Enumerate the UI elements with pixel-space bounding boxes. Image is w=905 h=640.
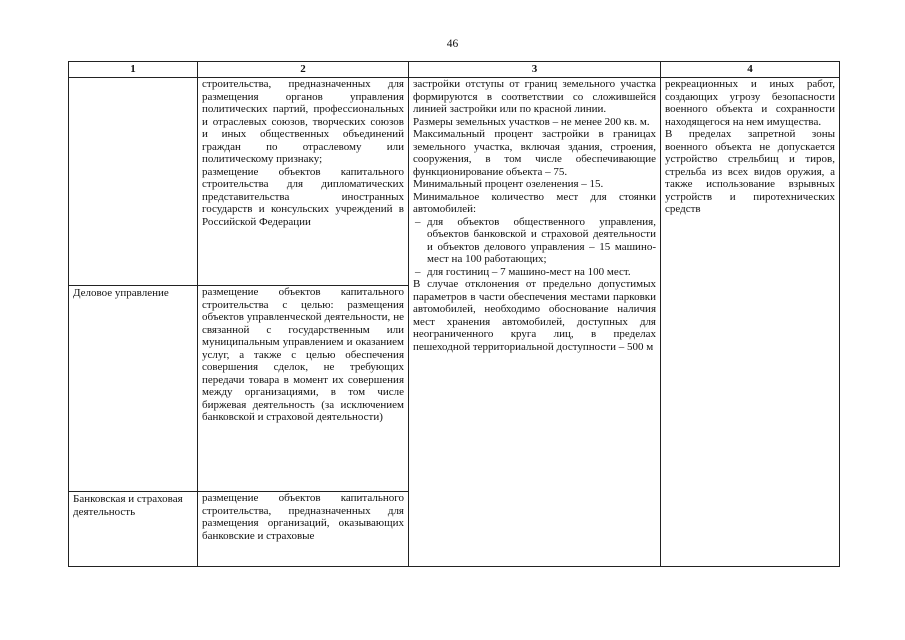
restrictions-cell <box>661 78 840 567</box>
column-header-4: 4 <box>661 62 840 78</box>
column-header-3: 3 <box>409 62 661 78</box>
parameters-text: Минимальное количество мест для стоянки автомобилей: <box>413 190 656 215</box>
description-cell <box>198 286 409 492</box>
column-header-1: 1 <box>69 62 198 78</box>
parameters-text: Максимальный процент застройки в границах земельного участка, включая здания, строения, сооружения, в том числе обеспечивающие функционирование объекта – 75. <box>413 128 656 178</box>
description-text: размещение объектов капитального строительства, предназначенных для размещения организаций, оказывающих банковские и страховые <box>202 492 404 542</box>
restrictions-text: В пределах запретной зоны военного объекта не допускается устройство стрельбищ и тиров, стрельба из всех видов оружия, а также использование взрывных устройств и пиротехнических средств <box>665 128 835 215</box>
table-row <box>69 78 840 286</box>
parameters-text: В случае отклонения от предельно допустимых параметров в части обеспечения местами парковки автомобилей, необходимо обоснование наличия мест хранения автомобилей, доступных для неограниченного круга лиц, в пределах пешеходной территориальной доступности – 500 м <box>413 278 656 353</box>
description-cell <box>198 492 409 567</box>
use-type-cell <box>69 286 198 492</box>
restrictions-text: рекреационных и иных работ, создающих угрозу безопасности военного объекта и сохранности находящегося на нем имущества. <box>665 78 835 128</box>
parameters-text: Минимальный процент озеленения – 15. <box>413 178 604 190</box>
description-text: строительства, предназначенных для размещения органов управления политических партий, профессиональных и отраслевых союзов, творческих союзов и иных общественных объединений граждан по отраслевому или политическому признаку; <box>202 78 404 165</box>
header-row <box>69 62 840 78</box>
list-item: – для гостиниц – 7 машино-мест на 100 мест. <box>413 266 656 279</box>
list-item: – для объектов общественного управления, объектов банковской и страховой деятельности и объектов делового управления – 15 машино-мест на 100 работающих; <box>413 216 656 266</box>
use-type-name: Банковская и страховая деятельность <box>73 493 183 518</box>
page-number: 46 <box>446 38 459 50</box>
description-text: размещение объектов капитального строительства с целью: размещения объектов управленческой деятельности, не связанной с государственным или муниципальным управлением и оказанием услуг, а также с целью обеспечения совершения сделок, не требующих передачи товара в момент их совершения между организациями, в том числе биржевая деятельность (за исключением банковской и страховой деятельности) <box>202 286 404 423</box>
use-type-cell <box>69 492 198 567</box>
parameters-text: Размеры земельных участков – не менее 200 кв. м. <box>413 115 650 128</box>
parking-list <box>413 216 656 279</box>
parameters-cell <box>409 78 661 567</box>
use-type-name: Деловое управление <box>73 287 169 299</box>
regulations-table <box>68 61 840 567</box>
use-type-name <box>73 78 193 79</box>
description-text: размещение объектов капитального строительства для дипломатических представительства иностранных государств и консульских учреждений в Российской Федерации <box>202 165 404 228</box>
column-header-2: 2 <box>198 62 409 78</box>
parameters-text: застройки отступы от границ земельного участка формируются в соответствии со сложившейся линией застройки или по красной линии. <box>413 78 656 115</box>
description-cell <box>198 78 409 286</box>
use-type-cell <box>69 78 198 286</box>
